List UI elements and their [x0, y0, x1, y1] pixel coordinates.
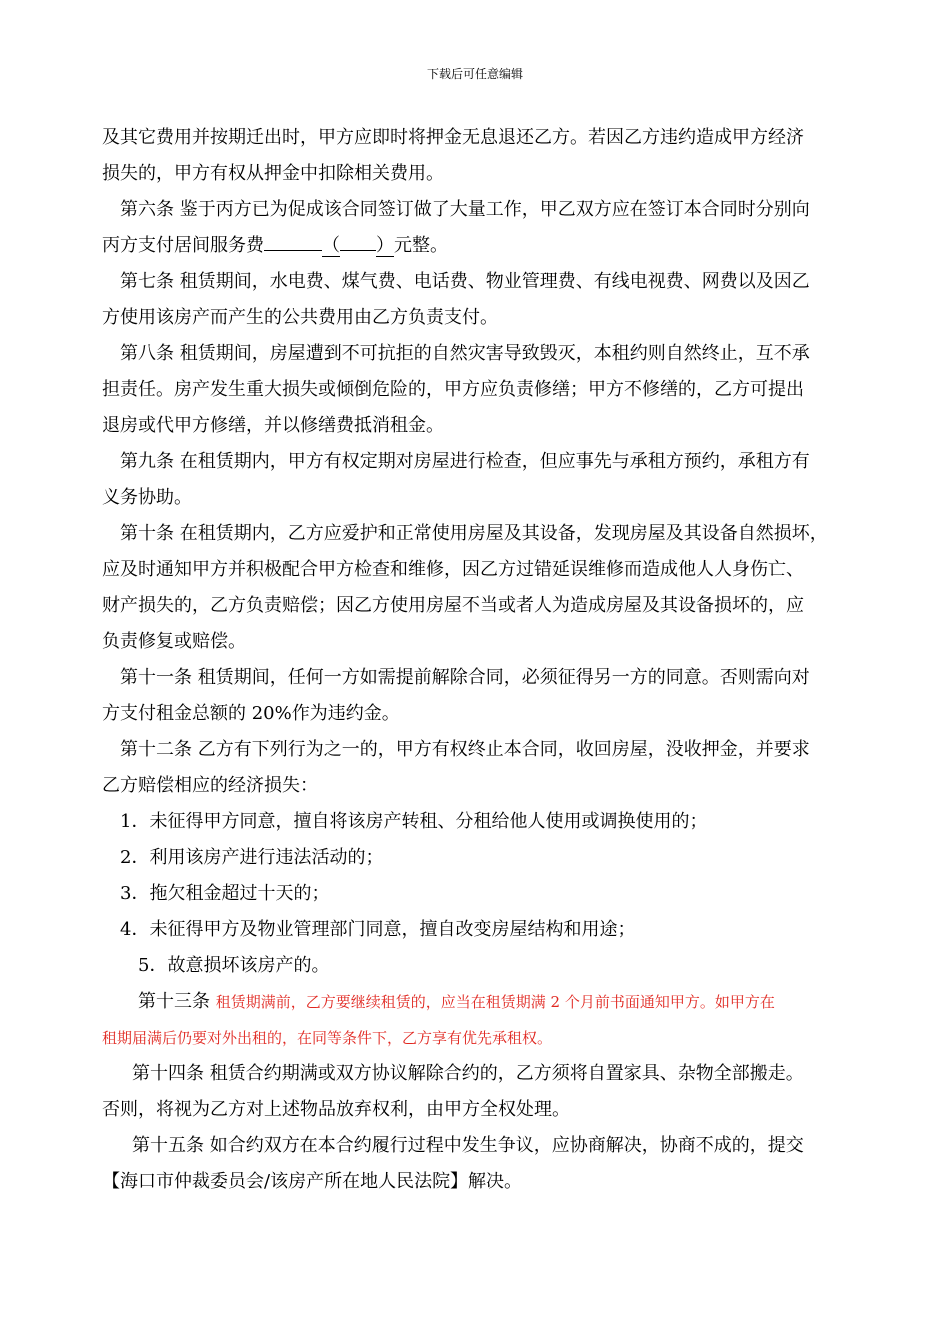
- article-6: [102, 192, 872, 264]
- article-13: [102, 984, 872, 1056]
- article-9: [102, 444, 872, 516]
- list-item: 3．拖欠租金超过十天的；: [120, 883, 330, 904]
- article-7: [102, 264, 872, 336]
- list-item: 5．故意损坏该房产的。: [138, 955, 330, 976]
- text-line: [102, 228, 872, 264]
- article-14: [102, 1056, 872, 1128]
- text-line: 方支付租金总额的 20%作为违约金。: [102, 703, 400, 724]
- text-line: 方使用该房产而产生的公共费用由乙方负责支付。: [102, 307, 498, 328]
- list-item: 2．利用该房产进行违法活动的；: [120, 847, 384, 868]
- text-line: 第十条 在租赁期内，乙方应爱护和正常使用房屋及其设备，发现房屋及其设备自然损坏，: [120, 523, 828, 544]
- article-11: [102, 660, 872, 732]
- text-line: 第九条 在租赁期内，甲方有权定期对房屋进行检查，但应事先与承租方预约，承租方有: [120, 451, 810, 472]
- text-line: 义务协助。: [102, 487, 192, 508]
- fee-words-blank: [340, 230, 376, 251]
- text-line: 财产损失的，乙方负责赔偿；因乙方使用房屋不当或者人为造成房屋及其设备损坏的，应: [102, 595, 804, 616]
- list-item: 4．未征得甲方及物业管理部门同意，擅自改变房屋结构和用途；: [120, 919, 636, 940]
- list-item: 1．未征得甲方同意，擅自将该房产转租、分租给他人使用或调换使用的；: [120, 811, 708, 832]
- article-13-red-text: 租期届满后仍要对外出租的，在同等条件下，乙方享有优先承租权。: [102, 1029, 553, 1047]
- article-13-label: 第十三条: [138, 991, 210, 1012]
- text-line: 应及时通知甲方并积极配合甲方检查和维修，因乙方过错延误维修而造成他人人身伤亡、: [102, 559, 804, 580]
- text-line: 损失的，甲方有权从押金中扣除相关费用。: [102, 163, 444, 184]
- text-line: 乙方赔偿相应的经济损失：: [102, 775, 318, 796]
- article-10: [102, 516, 872, 660]
- page-header: 下载后可任意编辑: [426, 67, 523, 81]
- text-line: 担责任。房产发生重大损失或倾倒危险的，甲方应负责修缮；甲方不修缮的，乙方可提出: [102, 379, 804, 400]
- fee-unit: 元整。: [394, 235, 448, 256]
- text-line: 第十二条 乙方有下列行为之一的，甲方有权终止本合同，收回房屋，没收押金，并要求: [120, 739, 810, 760]
- text-line: 第七条 租赁期间，水电费、煤气费、电话费、物业管理费、有线电视费、网费以及因乙: [120, 271, 810, 292]
- article-15: [102, 1128, 872, 1200]
- article-12: [102, 732, 872, 984]
- text-line: 【海口市仲裁委员会/该房产所在地人民法院】解决。: [102, 1171, 523, 1192]
- text-line: [102, 984, 872, 1020]
- text-line: 第六条 鉴于丙方已为促成该合同签订做了大量工作，甲乙双方应在签订本合同时分别向: [120, 199, 810, 220]
- fee-open-paren: （: [322, 235, 340, 256]
- text-line: 第八条 租赁期间，房屋遭到不可抗拒的自然灾害导致毁灭，本租约则自然终止，互不承: [120, 343, 810, 364]
- article-8: [102, 336, 872, 444]
- text-line: 负责修复或赔偿。: [102, 631, 246, 652]
- text-line: 第十四条 租赁合约期满或双方协议解除合约的，乙方须将自置家具、杂物全部搬走。: [132, 1063, 804, 1084]
- text-line: 及其它费用并按期迁出时，甲方应即时将押金无息退还乙方。若因乙方违约造成甲方经济: [102, 127, 804, 148]
- fee-close-paren: ）: [376, 235, 394, 256]
- fee-amount-blank: [264, 230, 322, 251]
- text-line: 第十五条 如合约双方在本合约履行过程中发生争议，应协商解决，协商不成的，提交: [132, 1135, 804, 1156]
- article-13-red-text: 租赁期满前，乙方要继续租赁的，应当在租赁期满 2 个月前书面通知甲方。如甲方在: [215, 993, 775, 1011]
- fee-label: 丙方支付居间服务费: [102, 235, 264, 256]
- article-5-continuation: [102, 120, 872, 192]
- text-line: 否则，将视为乙方对上述物品放弃权利，由甲方全权处理。: [102, 1099, 570, 1120]
- text-line: 退房或代甲方修缮，并以修缮费抵消租金。: [102, 415, 444, 436]
- text-line: 第十一条 租赁期间，任何一方如需提前解除合同，必须征得另一方的同意。否则需向对: [120, 667, 810, 688]
